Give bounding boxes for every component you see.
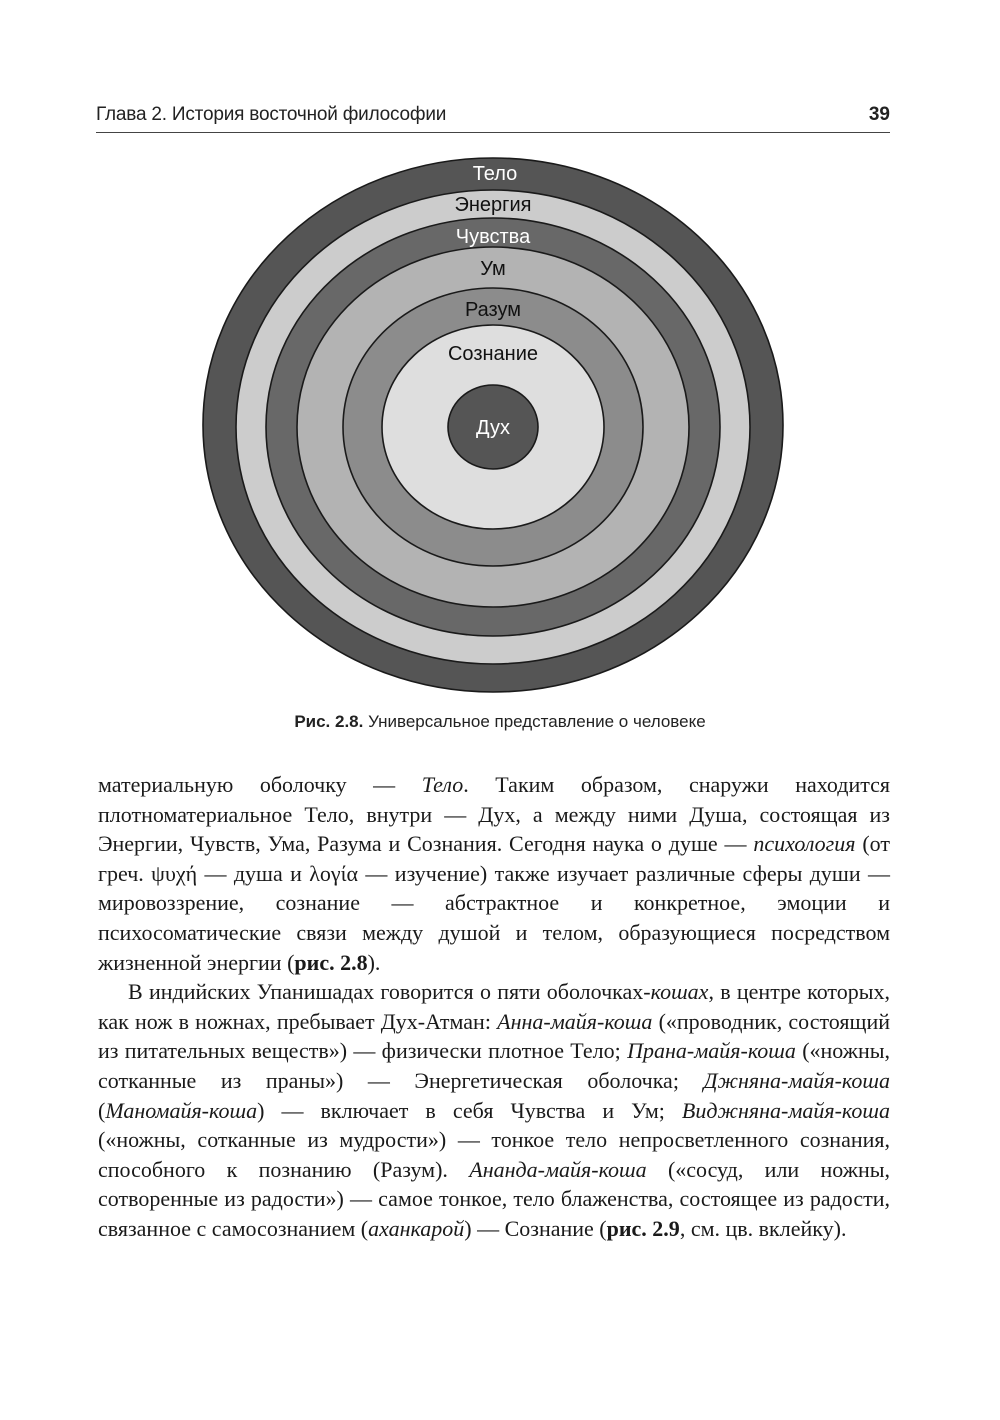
paragraph-2: [98, 977, 890, 1243]
text-run: ) — включает в себя Чувства и Ум;: [257, 1097, 682, 1123]
caption-figure-number: Рис. 2.8.: [294, 712, 364, 731]
text-run: материальную оболочку —: [98, 772, 422, 797]
ring-label-soznanie: Сознание: [447, 343, 539, 365]
figure-reference: рис. 2.9: [606, 1215, 680, 1241]
ring-label-chuvstva: Чувства: [455, 226, 531, 248]
page-number: 39: [868, 104, 890, 125]
italic-term: Маномайя-коша: [105, 1097, 258, 1123]
text-run: ).: [367, 949, 381, 975]
text-run: (от греч. ψυχή — душа и λογία — изучение) также изучает различные сферы души — мировоззрение, сознание — абстрактное и конкретное, эмоции и психосоматические связи между душой и телом, образующиеся посредством жизненной энергии (: [98, 831, 891, 975]
text-run: («проводник, состоящий из питательных веществ») — физически плотное Тело;: [98, 1008, 890, 1064]
running-title: Глава 2. История восточной философии: [96, 104, 447, 125]
text-run: В индийских Упанишадах говорится о пяти оболочках-: [128, 979, 651, 1005]
text-run: (: [98, 1097, 106, 1123]
text-run: . Таким образом, снаружи находится плотноматериальное Тело, внутри — Дух, а между ними Душа, состоящая из Энергии, Чувств, Ума, Разума и Сознания. Сегодня наука о душе —: [98, 772, 890, 857]
italic-term: Джняна-майя-коша: [703, 1067, 890, 1093]
italic-term: Ананда-майя-коша: [469, 1156, 647, 1182]
ring-label-telo: Тело: [472, 163, 518, 185]
text-run: («ножны, сотканные из праны») — Энергетическая оболочка;: [98, 1038, 891, 1093]
caption-text: Универсальное представление о человеке: [368, 712, 706, 731]
ring-label-energiya: Энергия: [454, 194, 532, 216]
ring-label-razum: Разум: [464, 299, 522, 321]
italic-term: психология: [753, 831, 856, 857]
italic-term: Виджняна-майя-коша: [681, 1097, 890, 1123]
concentric-layers-diagram: [200, 155, 790, 700]
italic-term: Тело: [421, 772, 464, 797]
ring-label-dukh: Дух: [476, 417, 510, 439]
text-run: , см. цв. вклейку).: [679, 1215, 847, 1241]
concentric-layers-figure: [200, 155, 790, 700]
header-rule: [96, 132, 890, 133]
body-text: [98, 770, 890, 1244]
italic-term: аханкарой: [368, 1215, 465, 1241]
figure-caption: [0, 712, 1000, 732]
running-header: [96, 100, 890, 134]
text-run: , в центре которых, как нож в ножнах, пребывает Дух-Атман:: [98, 979, 891, 1034]
figure-reference: рис. 2.8: [294, 949, 368, 975]
italic-term: Анна-майя-коша: [497, 1008, 653, 1034]
text-run: ) — Сознание (: [464, 1215, 607, 1241]
italic-term: Прана-майя-коша: [627, 1038, 796, 1064]
ring-label-um: Ум: [480, 258, 506, 280]
italic-term: кошах: [650, 979, 709, 1005]
text-run: («ножны, сотканные из мудрости») — тонкое тело непросветленного сознания, способного к познанию (Разум).: [98, 1127, 890, 1182]
text-run: («сосуд, или ножны, сотворенные из радости») — самое тонкое, тело блаженства, состоящее из радости, связанное с самосознанием (: [98, 1156, 890, 1241]
paragraph-1: [98, 770, 890, 977]
